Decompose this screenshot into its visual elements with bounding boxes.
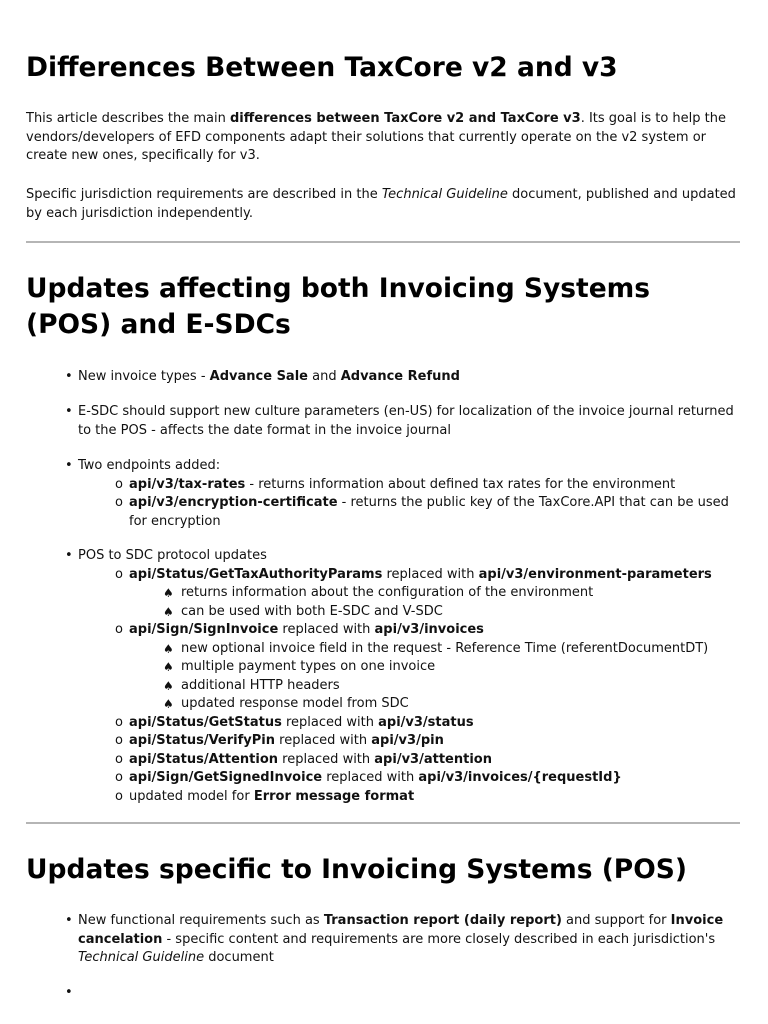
sub-sub-list-item: ♠ updated response model from SDC <box>26 695 740 714</box>
circle-bullet: o <box>115 622 123 637</box>
circle-bullet: o <box>115 733 123 748</box>
list-item: • E-SDC should support new culture parameters (en-US) for localization of the invoice journal returned to the POS - affects the date format in the invoice journal <box>65 404 734 438</box>
sub-sub-list-item: ♠ can be used with both E-SDC and V-SDC <box>26 603 740 622</box>
bullet: • <box>65 369 73 384</box>
bullet: • <box>65 548 73 563</box>
page-title: Differences Between TaxCore v2 and v3 <box>26 52 618 83</box>
list-item: • New invoice types - Advance Sale and Advance Refund <box>26 368 740 387</box>
spade-bullet: ♠ <box>163 604 174 619</box>
sub-list-item: o api/v3/tax-rates - returns information about defined tax rates for the environment <box>26 476 740 495</box>
intro-paragraph-2: Specific jurisdiction requirements are described in the Technical Guideline document, published and updated by each jurisdiction independently. <box>26 187 736 221</box>
section-heading-pos: Updates specific to Invoicing Systems (POS) <box>26 854 687 885</box>
bullet: • <box>65 985 73 1000</box>
circle-bullet: o <box>115 770 123 785</box>
list-item: • New functional requirements such as Transaction report (daily report) and support for Invoice cancelation - specific content and requirements are more closely described in each jurisdiction's Technical Guideline document <box>65 913 724 965</box>
divider <box>26 822 740 824</box>
circle-bullet: o <box>115 476 123 492</box>
sub-list-item: o updated model for Error message format <box>26 788 740 807</box>
sub-list-item: o api/Status/Attention replaced with api/v3/attention <box>26 751 740 770</box>
sub-sub-list-item: ♠ additional HTTP headers <box>26 677 740 696</box>
sub-list-item: o api/Sign/SignInvoice replaced with api/v3/invoices <box>26 621 740 640</box>
list-item <box>26 984 740 1003</box>
circle-bullet: o <box>115 751 123 767</box>
spade-bullet: ♠ <box>163 678 174 693</box>
section1-list <box>26 547 740 806</box>
spade-bullet: ♠ <box>163 641 174 656</box>
sub-list-item: o api/v3/encryption-certificate - returns the public key of the TaxCore.API that can be used for encryption <box>115 495 729 529</box>
circle-bullet: o <box>115 566 123 582</box>
sub-list-item: o api/Status/VerifyPin replaced with api/v3/pin <box>26 732 740 751</box>
circle-bullet: o <box>115 495 123 510</box>
divider <box>26 241 740 243</box>
section1-list <box>26 368 740 387</box>
section2-list <box>26 984 740 1003</box>
sub-sub-list-item: ♠ multiple payment types on one invoice <box>26 658 740 677</box>
circle-bullet: o <box>115 788 123 804</box>
section1-list <box>26 403 740 440</box>
sub-sub-list-item: ♠ new optional invoice field in the request - Reference Time (referentDocumentDT) <box>26 640 740 659</box>
circle-bullet: o <box>115 714 123 730</box>
sub-list-item: o api/Status/GetTaxAuthorityParams replaced with api/v3/environment-parameters <box>26 566 740 585</box>
spade-bullet: ♠ <box>163 660 174 674</box>
section2-list <box>26 912 740 968</box>
spade-bullet: ♠ <box>163 586 174 600</box>
section-heading-both: Updates affecting both Invoicing Systems (POS) and E-SDCs <box>26 273 651 340</box>
sub-sub-list-item: ♠ returns information about the configuration of the environment <box>26 584 740 603</box>
bullet: • <box>65 458 73 473</box>
list-item: • POS to SDC protocol updates o api/Status/GetTaxAuthorityParams replaced with api/v3/environment-parameters ♠ returns information about the configuration of the environment ♠ can be used with both E-SDC and V-SDC o api/Sign/SignInvoice replaced with api/v3/invoices ♠ new optional invoice field in the request - Reference Time (referentDocumentDT) ♠ multiple payment types on one invoice ♠ additional HTTP headers ♠ updated response model from SDC o api/Status/GetStatus replaced with api/v3/status o api/Status/VerifyPin replaced with api/v3/pin o api/Status/Attention replaced with api/v3/attention o api/Sign/GetSignedInvoice replaced with api/v3/invoices/{requestId} o updated model for Error message format <box>26 547 740 806</box>
bullet: • <box>65 404 73 419</box>
section1-list <box>26 457 740 531</box>
spade-bullet: ♠ <box>163 697 174 711</box>
intro-paragraph-1: This article describes the main differences between TaxCore v2 and TaxCore v3. Its goal is to help the vendors/developers of EFD components adapt their solutions that currently operate on the v2 system or create new ones, specifically for v3. <box>26 111 726 163</box>
sub-list-item: o api/Status/GetStatus replaced with api/v3/status <box>26 714 740 733</box>
bullet: • <box>65 913 73 928</box>
list-item: • Two endpoints added: o api/v3/tax-rates - returns information about defined tax rates for the environment o api/v3/encryption-certificate - returns the public key of the TaxCore.API that can be used for encryption <box>26 457 740 531</box>
sub-list-item: o api/Sign/GetSignedInvoice replaced with api/v3/invoices/{requestId} <box>26 769 740 788</box>
